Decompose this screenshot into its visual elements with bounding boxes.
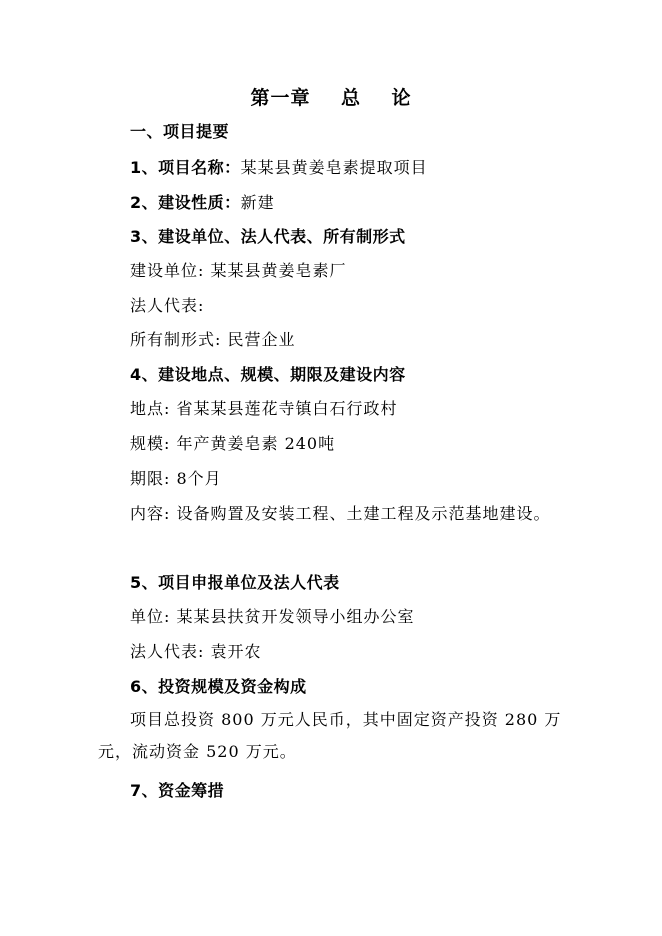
item-project-name-label: 1、项目名称：	[130, 158, 241, 177]
applicant-unit: 单位: 某某县扶贫开发领导小组办公室	[130, 607, 415, 626]
item-investment-heading: 6、投资规模及资金构成	[130, 677, 307, 696]
item-construction-nature-value: 新建	[240, 193, 275, 212]
project-content: 内容: 设备购置及安装工程、土建工程及示范基地建设。	[130, 504, 551, 523]
investment-paragraph: 项目总投资 800 万元人民币，其中固定资产投资 280 万元，流动资金 520 万元。	[98, 710, 562, 761]
section-heading-project-summary: 一、项目提要	[130, 122, 230, 141]
project-period: 期限: 8个月	[130, 469, 222, 488]
applicant-representative: 法人代表: 袁开农	[130, 642, 262, 661]
item-builder-heading: 3、建设单位、法人代表、所有制形式	[130, 227, 406, 246]
item-applicant-heading: 5、项目申报单位及法人代表	[130, 573, 340, 592]
chapter-title: 第一章 总 论	[250, 87, 412, 109]
item-construction-nature-label: 2、建设性质：	[130, 193, 241, 212]
ownership-form: 所有制形式: 民营企业	[130, 330, 296, 349]
item-project-name	[130, 158, 428, 178]
item-construction-nature	[130, 193, 275, 213]
legal-representative: 法人代表:	[130, 296, 205, 315]
item-funding-heading: 7、资金筹措	[130, 781, 225, 800]
item-location-heading: 4、建设地点、规模、期限及建设内容	[130, 365, 406, 384]
item-project-name-value: 某某县黄姜皂素提取项目	[240, 158, 428, 177]
builder-unit: 建设单位: 某某县黄姜皂素厂	[130, 261, 347, 280]
project-location: 地点: 省某某县莲花寺镇白石行政村	[130, 399, 398, 418]
project-scale: 规模: 年产黄姜皂素 240吨	[130, 434, 336, 453]
